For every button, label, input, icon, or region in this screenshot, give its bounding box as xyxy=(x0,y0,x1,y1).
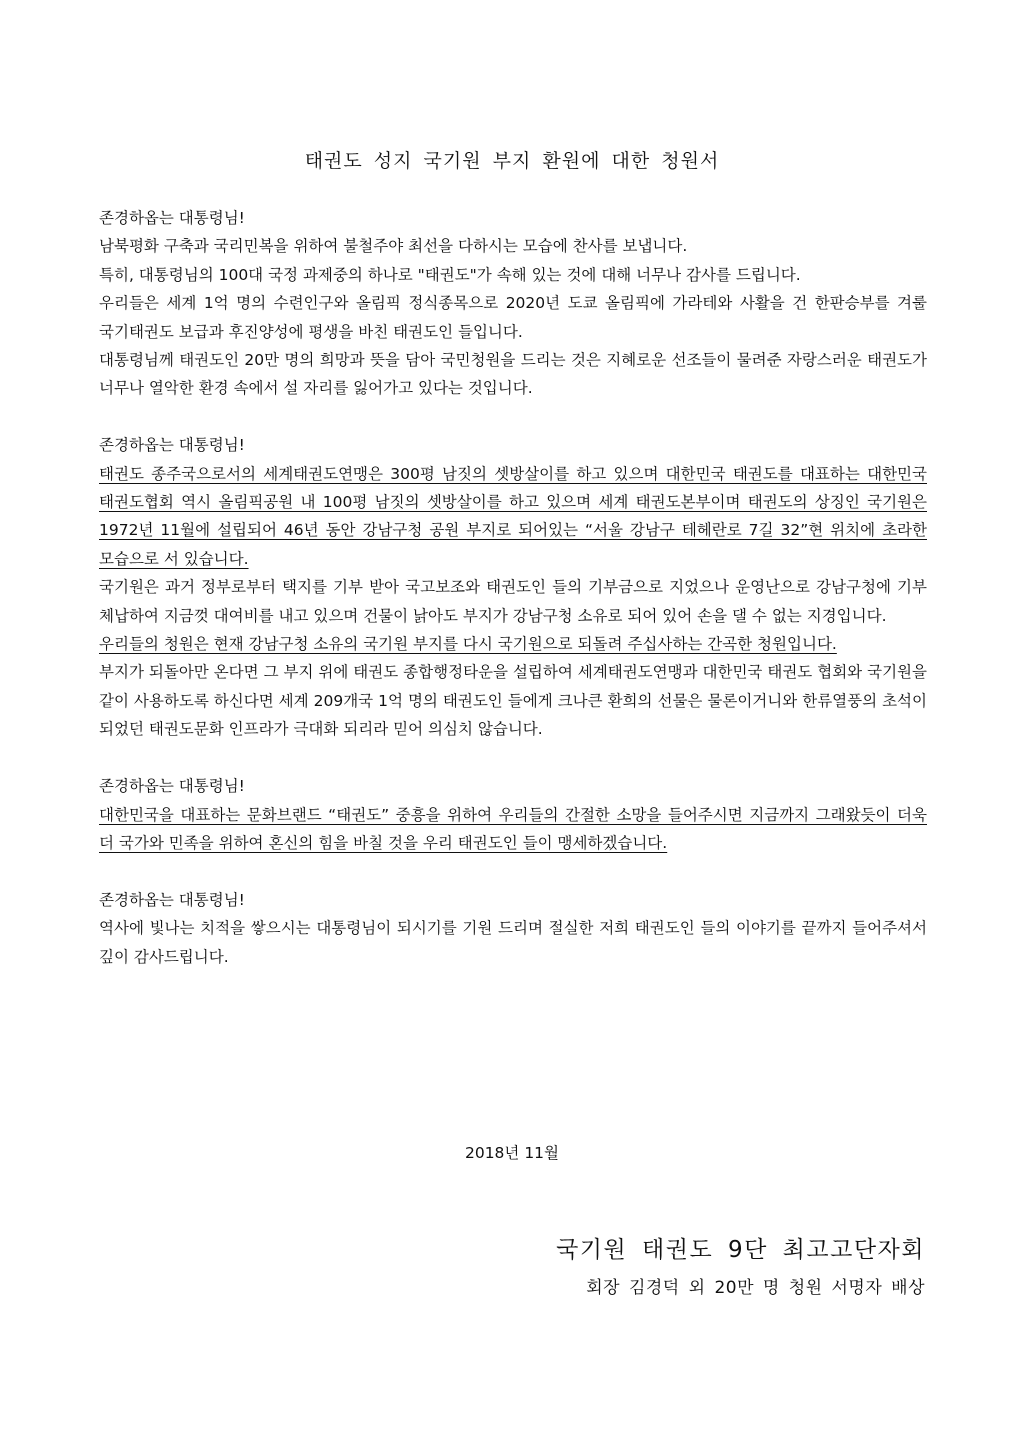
section-1 xyxy=(99,204,927,403)
paragraph-gap xyxy=(99,744,927,772)
underlined-paragraph: 태권도 종주국으로서의 세계태권도연맹은 300평 남짓의 셋방살이를 하고 있으며 대한민국 태권도를 대표하는 대한민국 태권도협회 역시 올림픽공원 내 100평 남짓의 셋방살이를 하고 있으며 세계 태권도본부이며 태권도의 상징인 국기원은 1972년 11월에 설립되어 46년 동안 강남구청 공원 부지로 되어있는 “서울 강남구 테헤란로 7길 32”현 위치에 초라한 모습으로 서 있습니다. xyxy=(99,464,927,568)
underlined-paragraph: 우리들의 청원은 현재 강남구청 소유의 국기원 부지를 다시 국기원으로 되돌려 주십사하는 간곡한 청원입니다. xyxy=(99,635,837,654)
paragraph: 남북평화 구축과 국리민복을 위하여 불철주야 최선을 다하시는 모습에 찬사를 보냅니다. xyxy=(99,237,688,256)
signer-line: 회장 김경덕 외 20만 명 청원 서명자 배상 xyxy=(586,1278,925,1298)
salutation: 존경하옵는 대통령님! xyxy=(99,777,245,796)
underlined-paragraph: 대한민국을 대표하는 문화브랜드 “태권도” 중흥을 위하여 우리들의 간절한 소망을 들어주시면 지금까지 그래왔듯이 더욱 더 국가와 민족을 위하여 혼신의 힘을 바칠 것을 우리 태권도인 들이 맹세하겠습니다. xyxy=(99,805,927,852)
paragraph: 부지가 되돌아만 온다면 그 부지 위에 태권도 종합행정타운을 설립하여 세계태권도연맹과 대한민국 태권도 협회와 국기원을 같이 사용하도록 하신다면 세계 209개국 1억 명의 태권도인 들에게 크나큰 환희의 선물은 물론이거니와 한류열풍의 초석이 되었던 태권도문화 인프라가 극대화 되리라 믿어 의심치 않습니다. xyxy=(99,663,927,739)
paragraph: 역사에 빛나는 치적을 쌓으시는 대통령님이 되시기를 기원 드리며 절실한 저희 태권도인 들의 이야기를 끝까지 들어주셔서 깊이 감사드립니다. xyxy=(99,919,927,966)
section-3 xyxy=(99,772,927,857)
paragraph-gap xyxy=(99,403,927,431)
paragraph: 우리들은 세계 1억 명의 수련인구와 올림픽 정식종목으로 2020년 도쿄 올림픽에 가라테와 사활을 건 한판승부를 겨룰 국기태권도 보급과 후진양성에 평생을 바친 태권도인 들입니다. xyxy=(99,294,927,341)
document-body xyxy=(99,204,927,971)
section-2 xyxy=(99,431,927,743)
salutation: 존경하옵는 대통령님! xyxy=(99,890,245,909)
section-4 xyxy=(99,886,927,971)
document-date: 2018년 11월 xyxy=(464,1144,560,1162)
document-title: 태권도 성지 국기원 부지 환원에 대한 청원서 xyxy=(304,150,720,172)
paragraph: 국기원은 과거 정부로부터 택지를 기부 받아 국고보조와 태권도인 들의 기부금으로 지었으나 운영난으로 강남구청에 기부 체납하여 지금껏 대여비를 내고 있으며 건물이 낡아도 부지가 강남구청 소유로 되어 있어 손을 댈 수 없는 지경입니다. xyxy=(99,578,927,625)
paragraph-gap xyxy=(99,857,927,885)
organization-name: 국기원 태권도 9단 최고고단자회 xyxy=(556,1237,925,1263)
salutation: 존경하옵는 대통령님! xyxy=(99,436,245,455)
salutation: 존경하옵는 대통령님! xyxy=(99,209,245,227)
paragraph: 특히, 대통령님의 100대 국정 과제중의 하나로 "태권도"가 속해 있는 것에 대해 너무나 감사를 드립니다. xyxy=(99,265,801,284)
paragraph: 대통령님께 태권도인 20만 명의 희망과 뜻을 담아 국민청원을 드리는 것은 지혜로운 선조들이 물려준 자랑스러운 태권도가 너무나 열악한 환경 속에서 설 자리를 잃어가고 있다는 것입니다. xyxy=(99,351,927,398)
